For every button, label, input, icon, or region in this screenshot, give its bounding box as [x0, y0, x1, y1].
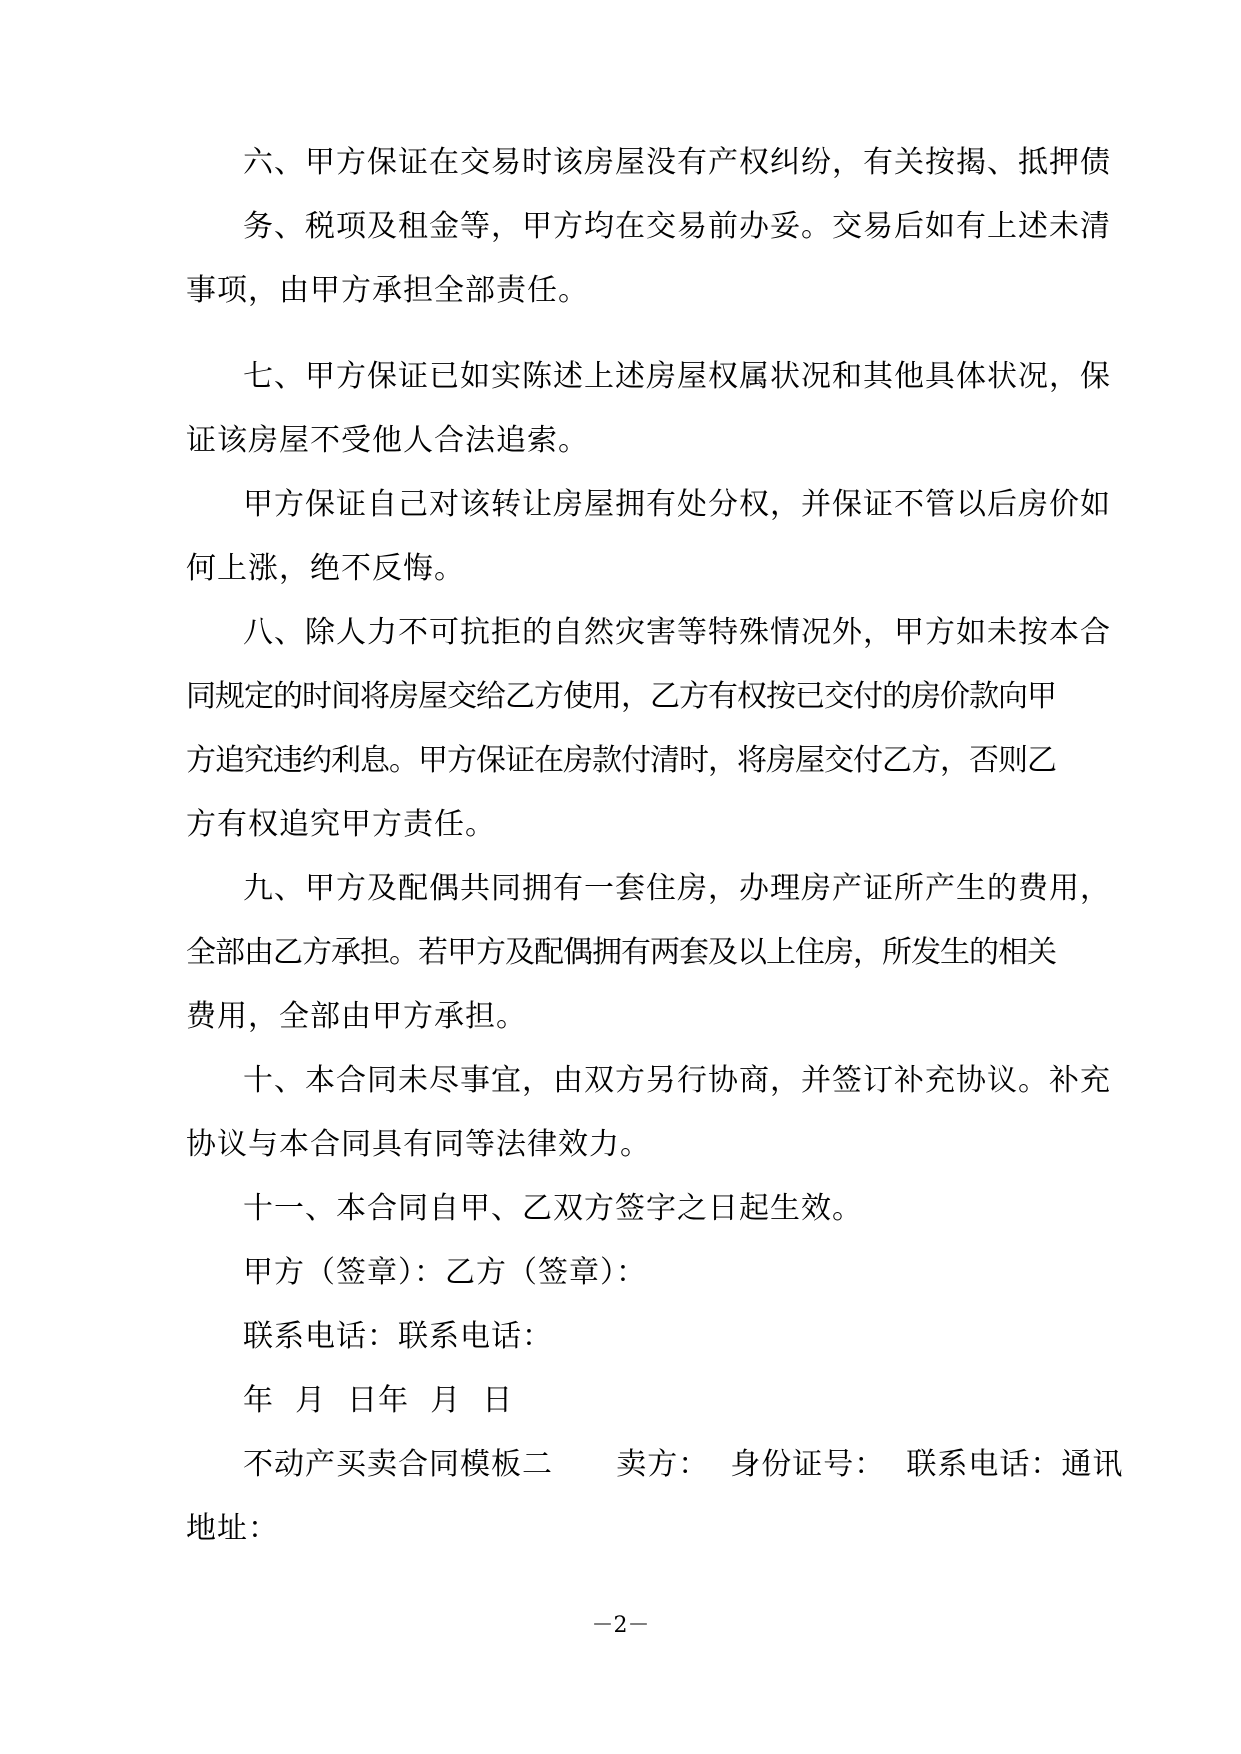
text-line: 十、本合同未尽事宜，由双方另行协商，并签订补充协议。补充 — [243, 1063, 1111, 1098]
text-line: 不动产买卖合同模板二 卖方： 身份证号： 联系电话：通讯 — [243, 1447, 1124, 1482]
text-line: 方有权追究甲方责任。 — [186, 807, 496, 842]
text-line: 六、甲方保证在交易时该房屋没有产权纠纷，有关按揭、抵押债 — [243, 145, 1111, 180]
text-line: 十一、本合同自甲、乙双方签字之日起生效。 — [243, 1191, 863, 1226]
text-line: 全部由乙方承担。若甲方及配偶拥有两套及以上住房，所发生的相关 — [186, 935, 1056, 970]
text-line: 七、甲方保证已如实陈述上述房屋权属状况和其他具体状况，保 — [243, 359, 1111, 394]
page-number: －2－ — [591, 1613, 650, 1638]
text-line: 甲方（签章）：乙方（签章）： — [243, 1255, 647, 1290]
text-line: 证该房屋不受他人合法追索。 — [186, 423, 589, 458]
text-line: 联系电话：联系电话： — [243, 1319, 553, 1354]
text-line: 年 月 日年 月 日 — [243, 1383, 514, 1418]
text-line: 何上涨，绝不反悔。 — [186, 551, 465, 586]
text-line: 方追究违约利息。甲方保证在房款付清时，将房屋交付乙方，否则乙 — [186, 743, 1056, 778]
text-line: 甲方保证自己对该转让房屋拥有处分权，并保证不管以后房价如 — [243, 487, 1111, 522]
text-line: 务、税项及租金等，甲方均在交易前办妥。交易后如有上述未清 — [243, 209, 1111, 244]
text-line: 九、甲方及配偶共同拥有一套住房，办理房产证所产生的费用， — [243, 871, 1111, 906]
text-line: 费用，全部由甲方承担。 — [186, 999, 527, 1034]
text-line: 事项，由甲方承担全部责任。 — [186, 273, 589, 308]
text-line: 同规定的时间将房屋交给乙方使用，乙方有权按已交付的房价款向甲 — [186, 679, 1056, 714]
text-line: 八、除人力不可抗拒的自然灾害等特殊情况外，甲方如未按本合 — [243, 615, 1111, 650]
text-line: 协议与本合同具有同等法律效力。 — [186, 1127, 651, 1162]
text-line: 地址： — [186, 1511, 279, 1546]
